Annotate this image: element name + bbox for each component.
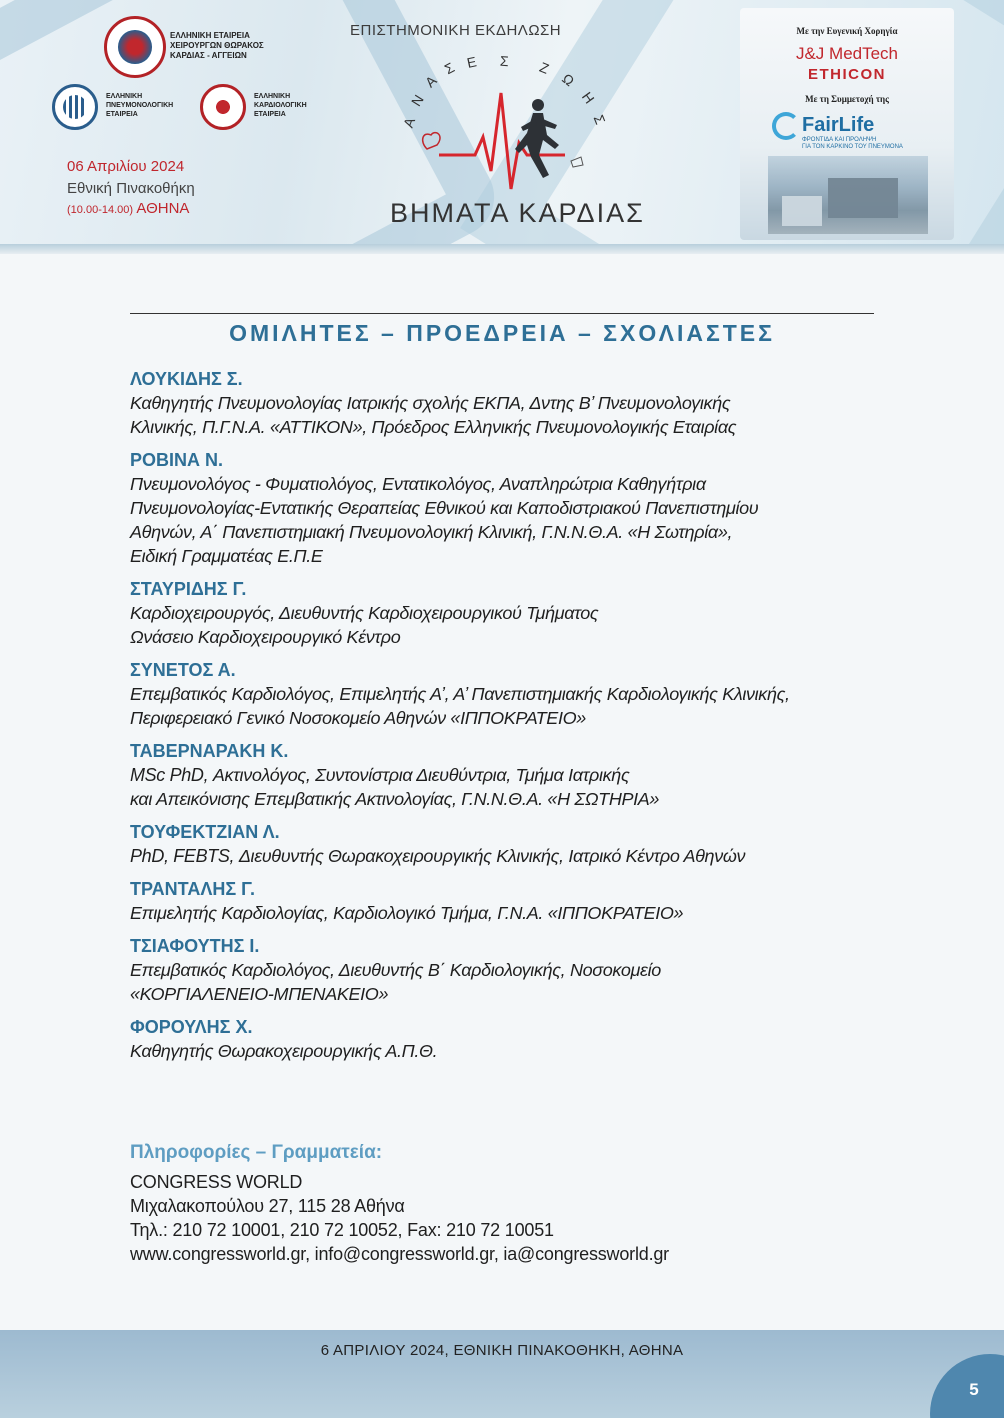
participant-tagline: ΦΡΟΝΤΙΔΑ ΚΑΙ ΠΡΟΛΗΨΗ ΓΙΑ ΤΟΝ ΚΑΡΚΙΝΟ ΤΟΥ ΠΝΕΥΜΟΝΑ — [802, 137, 903, 150]
speaker-entry — [130, 739, 890, 811]
speaker-entry — [130, 820, 890, 868]
section-rule — [130, 313, 874, 314]
speaker-name: ΛΟΥΚΙΔΗΣ Σ. — [130, 369, 243, 389]
event-time-city — [67, 200, 189, 217]
speaker-entry — [130, 367, 890, 439]
event-type: ΕΠΙΣΤΗΜΟΝΙΚΗ ΕΚΔΗΛΩΣΗ — [350, 22, 562, 39]
speaker-name: ΡΟΒΙΝΑ Ν. — [130, 450, 224, 470]
speaker-description: MSc PhD, Ακτινολόγος, Συντονίστρια Διευθύντρια, Τμήμα Ιατρικής και Απεικόνισης Επεμβατικής Ακτινολογίας, Γ.Ν.Ν.Θ.Α. «Η ΣΩΤΗΡΙΑ» — [130, 765, 660, 809]
speaker-name: ΤΣΙΑΦΟΥΤΗΣ Ι. — [130, 936, 260, 956]
section-title: ΟΜΙΛΗΤΕΣ – ΠΡΟΕΔΡΕΙΑ – ΣΧΟΛΙΑΣΤΕΣ — [229, 320, 775, 346]
sponsor-label: Με την Ευγενική Χορηγία — [796, 26, 898, 36]
speaker-entry — [130, 577, 890, 649]
venue-building-image — [768, 156, 928, 234]
event-venue: Εθνική Πινακοθήκη — [67, 180, 195, 197]
speaker-description: Καθηγητής Θωρακοχειρουργικής Α.Π.Θ. — [130, 1041, 438, 1061]
header-divider — [0, 244, 1004, 254]
society-logo-thoracic-surgeons — [104, 16, 166, 78]
arc-letter: Ζ — [537, 58, 553, 78]
secretariat-info — [130, 1140, 890, 1266]
speaker-name: ΦΟΡΟΥΛΗΣ Χ. — [130, 1017, 253, 1037]
info-org: CONGRESS WORLD — [130, 1172, 303, 1192]
speaker-description: Επιμελητής Καρδιολογίας, Καρδιολογικό Τμήμα, Γ.Ν.Α. «ΙΠΠΟΚΡΑΤΕΙΟ» — [130, 903, 684, 923]
arc-letter: Σ — [499, 52, 511, 70]
speaker-description: Καθηγητής Πνευμονολογίας Ιατρικής σχολής ΕΚΠΑ, Δντης Β’ Πνευμονολογικής Κλινικής, Π.Γ.Ν.Α. «ΑΤΤΙΚΟΝ», Πρόεδρος Ελληνικής Πνευμονολογικής Εταιρίας — [130, 393, 737, 437]
event-city: ΑΘΗΝΑ — [136, 200, 190, 217]
page-number: 5 — [969, 1380, 979, 1399]
info-title: Πληροφορίες – Γραμματεία: — [130, 1142, 383, 1163]
main-sponsor-name: J&J MedTech — [795, 44, 899, 63]
speaker-entry — [130, 934, 890, 1006]
main-sponsor-brand: ETHICON — [808, 66, 886, 83]
society-name: ΕΛΛΗΝΙΚΗ ΚΑΡΔΙΟΛΟΓΙΚΗ ΕΤΑΙΡΕΙΑ — [254, 93, 307, 118]
society-logo-cardiology — [200, 84, 246, 130]
speaker-description: Καρδιοχειρουργός, Διευθυντής Καρδιοχειρουργικού Τμήματος Ωνάσειο Καρδιοχειρουργικό Κέντρο — [130, 603, 599, 647]
speaker-name: ΣΥΝΕΤΟΣ Α. — [130, 660, 236, 680]
arc-letter: Ν — [407, 91, 428, 109]
arc-letter: Ε — [465, 53, 479, 71]
fairlife-logo-icon — [772, 112, 800, 140]
speaker-entry — [130, 448, 890, 568]
speaker-name: ΣΤΑΥΡΙΔΗΣ Γ. — [130, 579, 247, 599]
arc-letter: Σ — [441, 58, 458, 78]
speaker-entry — [130, 658, 890, 730]
runner-heartbeat-icon — [415, 85, 595, 195]
speaker-description: Επεμβατικός Καρδιολόγος, Επιμελητής Α’, Α’ Πανεπιστημιακής Καρδιολογικής Κλινικής, Περιφερειακό Γενικό Νοσοκομείο Αθηνών «ΙΠΠΟΚΡΑΤΕΙΟ» — [130, 684, 790, 728]
arc-letter: Α — [399, 114, 419, 130]
info-web: www.congressworld.gr, info@congressworld.gr, ia@congressworld.gr — [130, 1244, 669, 1264]
arc-letter: Σ — [590, 112, 610, 128]
header-banner — [0, 0, 1004, 244]
event-time: (10.00-14.00) — [67, 204, 134, 216]
speaker-name: ΤΡΑΝΤΑΛΗΣ Γ. — [130, 879, 255, 899]
speaker-description: PhD, FEBTS, Διευθυντής Θωρακοχειρουργικής Κλινικής, Ιατρικό Κέντρο Αθηνών — [130, 846, 746, 866]
speakers-list — [130, 367, 890, 1072]
arc-letter: Α — [421, 71, 441, 91]
event-date: 06 Απριλίου 2024 — [67, 158, 185, 175]
sponsor-panel — [740, 8, 954, 240]
society-name: ΕΛΛΗΝΙΚΗ ΠΝΕΥΜΟΝΟΛΟΓΙΚΗ ΕΤΑΙΡΕΙΑ — [106, 93, 174, 118]
info-address: Μιχαλακοπούλου 27, 115 28 Αθήνα — [130, 1196, 405, 1216]
participant-name: FairLife — [802, 114, 875, 136]
speaker-description: Πνευμονολόγος - Φυματιολόγος, Εντατικολόγος, Αναπληρώτρια Καθηγήτρια Πνευμονολογίας-Εντατικής Θεραπείας Εθνικού και Καποδιστριακού Πανεπιστημίου Αθηνών, Α΄ Πανεπιστημιακή Πνευμονολογική Κλινική, Γ.Ν.Ν.Θ.Α. «Η Σωτηρία», Ειδική Γραμματέας Ε.Π.Ε — [130, 474, 759, 566]
speaker-entry — [130, 877, 890, 925]
arc-letter: Η — [578, 88, 599, 108]
society-name: ΕΛΛΗΝΙΚΗ ΕΤΑΙΡΕΙΑ ΧΕΙΡΟΥΡΓΩΝ ΘΩΡΑΚΟΣ ΚΑΡΔΙΑΣ - ΑΓΓΕΙΩΝ — [170, 31, 264, 60]
info-phones: Τηλ.: 210 72 10001, 210 72 10052, Fax: 210 72 10051 — [130, 1220, 554, 1240]
footer-text: 6 ΑΠΡΙΛΙΟΥ 2024, ΕΘΝΙΚΗ ΠΙΝΑΚΟΘΗΚΗ, ΑΘΗΝΑ — [320, 1342, 684, 1359]
society-logo-pneumonology — [52, 84, 98, 130]
event-title: ΒΗΜΑΤΑ ΚΑΡΔΙΑΣ — [390, 198, 645, 228]
speaker-name: ΤΟΥΦΕΚΤΖΙΑΝ Λ. — [130, 822, 280, 842]
speaker-name: ΤΑΒΕΡΝΑΡΑΚΗ Κ. — [130, 741, 289, 761]
speaker-entry — [130, 1015, 890, 1063]
participation-label: Με τη Συμμετοχή της — [805, 94, 889, 104]
speaker-description: Επεμβατικός Καρδιολόγος, Διευθυντής Β΄ Καρδιολογικής, Νοσοκομείο «ΚΟΡΓΙΑΛΕΝΕΙΟ-ΜΠΕΝΑΚΕΙΟ» — [130, 960, 661, 1004]
arc-letter: Ω — [559, 70, 579, 90]
